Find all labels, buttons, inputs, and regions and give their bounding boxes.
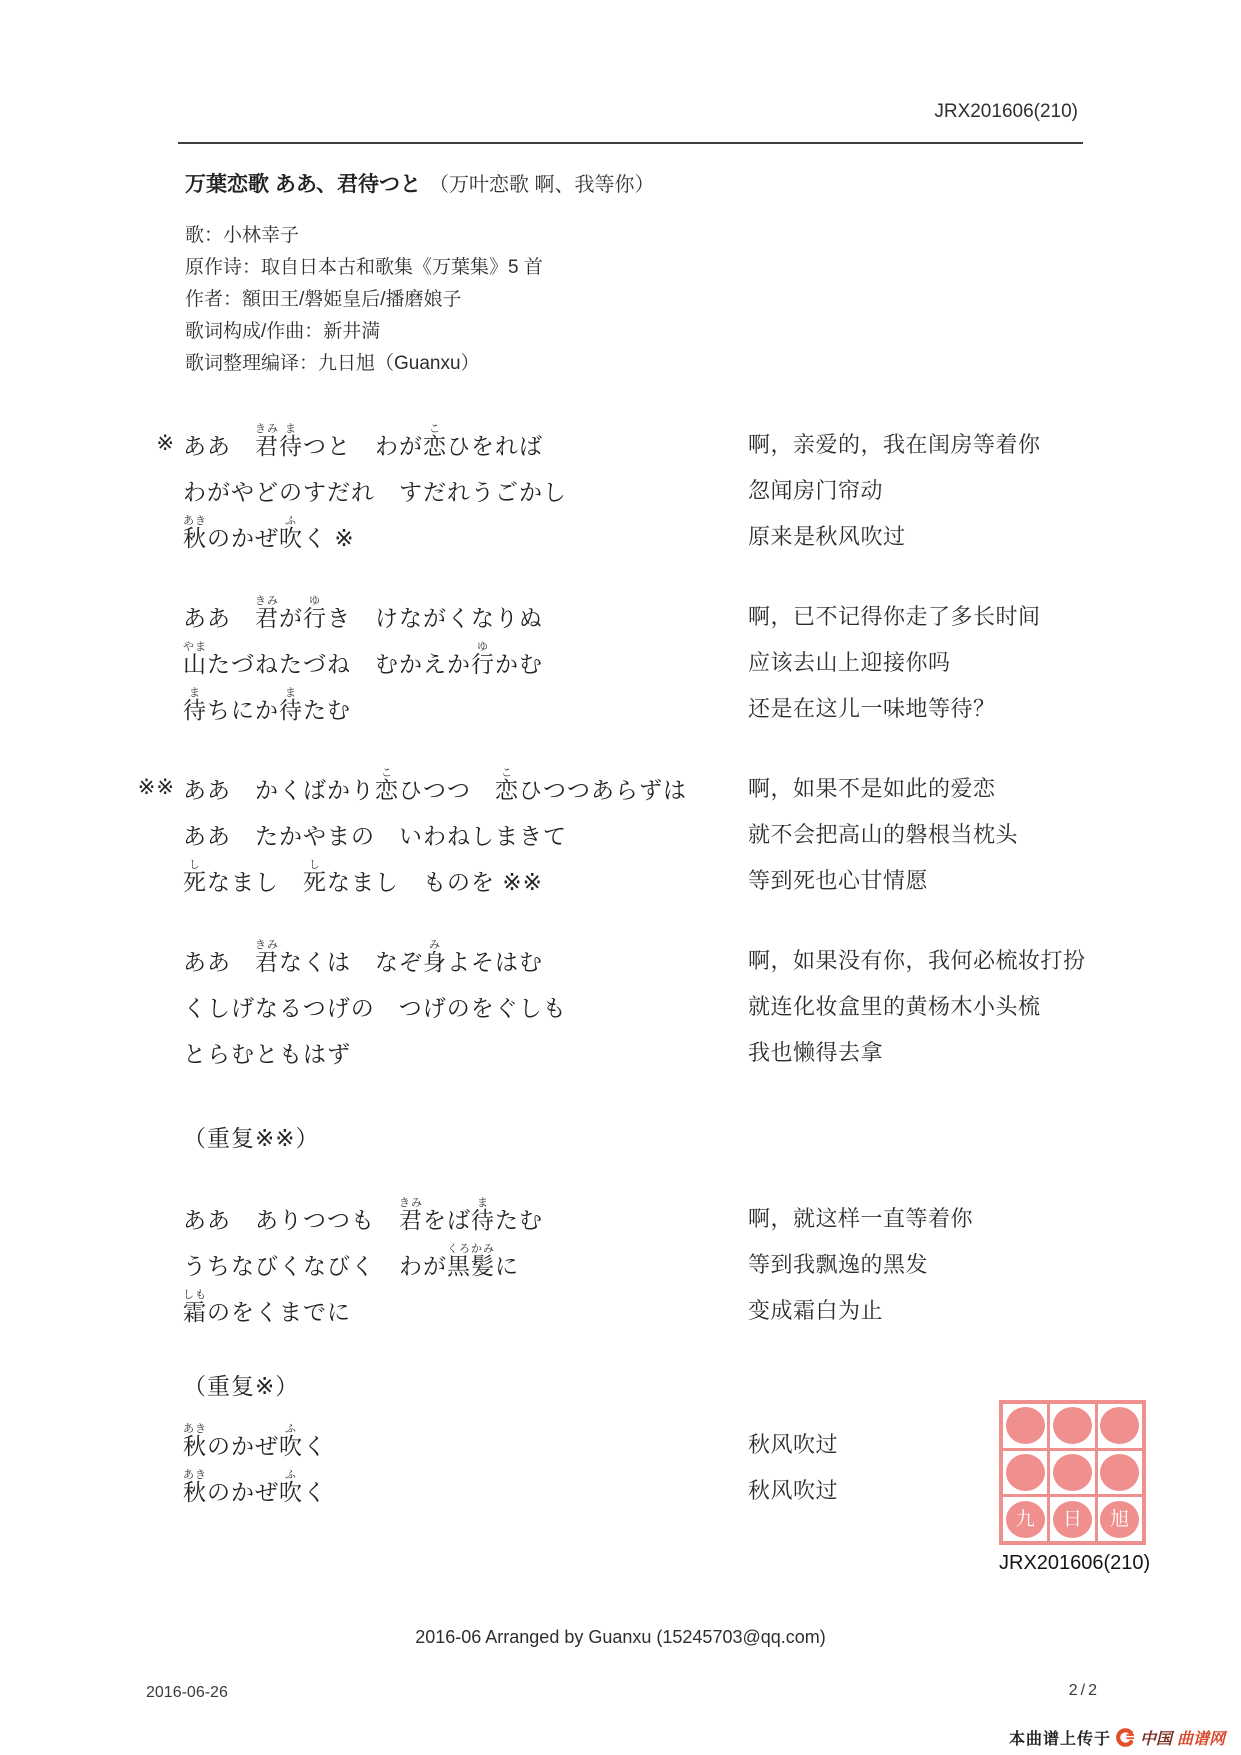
chinese-translation: 我也懒得去拿: [748, 1040, 884, 1065]
text-segment: [303, 859, 327, 896]
segment-base: ちにか: [207, 697, 279, 723]
segment-base: のかぜ: [207, 525, 279, 551]
lyric-line: [183, 464, 1083, 510]
segment-base: ひをれば: [447, 433, 543, 459]
text-segment: [183, 822, 567, 850]
japanese-text: [183, 687, 351, 724]
segment-base: 吹: [279, 525, 303, 551]
text-segment: [495, 1206, 543, 1234]
segment-base: わがやどのすだれ すだれうごかし: [183, 479, 567, 505]
lyric-line: [183, 1238, 1083, 1284]
text-segment: [327, 868, 543, 896]
stamp-cell: [1098, 1451, 1142, 1495]
text-segment: [207, 650, 471, 678]
furigana: こ: [501, 767, 513, 779]
furigana: こ: [429, 423, 441, 435]
segment-base: のをくまでに: [207, 1299, 351, 1325]
segment-base: かむ: [495, 651, 543, 677]
furigana: あき: [183, 1469, 207, 1481]
segment-base: ひつつ: [399, 777, 495, 803]
furigana: ま: [285, 423, 297, 435]
text-segment: [207, 1432, 279, 1460]
text-segment: [183, 948, 255, 976]
text-segment: [183, 776, 375, 804]
text-segment: [423, 939, 447, 976]
text-segment: [471, 641, 495, 678]
text-segment: [303, 432, 423, 460]
segment-base: 君: [255, 949, 279, 975]
lyric-line: [183, 682, 1083, 728]
text-segment: [327, 604, 543, 632]
furigana: ふ: [285, 1469, 297, 1481]
credit-line: 歌：小林幸子: [185, 225, 300, 246]
lyric-line: [183, 854, 1083, 900]
segment-base: よそはむ: [447, 949, 543, 975]
stamp-circle-with-char: [1100, 1501, 1139, 1538]
furigana: ま: [189, 687, 201, 699]
text-segment: [207, 524, 279, 552]
lyric-line: [183, 1284, 1083, 1330]
segment-base: 死: [303, 869, 327, 895]
text-segment: [183, 1040, 351, 1068]
stamp-circle: [1053, 1407, 1092, 1444]
segment-base: なくは なぞ: [279, 949, 423, 975]
text-segment: [183, 1289, 207, 1326]
japanese-text: [183, 1040, 351, 1068]
japanese-text: [183, 939, 543, 976]
stamp-cell: [1050, 1404, 1094, 1448]
segment-base: が: [279, 605, 303, 631]
text-segment: [183, 515, 207, 552]
chinese-translation: 秋风吹过: [748, 1432, 839, 1457]
text-segment: [183, 1252, 447, 1280]
chinese-translation: 啊，如果不是如此的爱恋: [748, 776, 996, 801]
doc-code: JRX201606(210): [934, 101, 1078, 122]
credit-line: 歌词构成/作曲：新井満: [185, 321, 381, 342]
furigana: こ: [381, 767, 393, 779]
segment-base: に: [495, 1253, 519, 1279]
furigana: ゆ: [309, 595, 321, 607]
text-segment: [447, 1243, 495, 1280]
stamp-cell: [1098, 1404, 1142, 1448]
text-segment: [495, 767, 519, 804]
watermark-prefix: 本曲谱上传于: [1008, 1731, 1111, 1748]
repeat-marker: ※※: [137, 776, 175, 799]
furigana: し: [189, 859, 201, 871]
furigana: あき: [183, 1423, 207, 1435]
japanese-text: [183, 641, 543, 678]
segment-base: うちなびくなびく わが: [183, 1253, 447, 1279]
segment-base: ああ: [183, 433, 255, 459]
lyrics: [137, 418, 1086, 1510]
text-segment: [207, 1298, 351, 1326]
stamp-circle: [1100, 1407, 1139, 1444]
text-segment: [183, 1206, 399, 1234]
segment-base: 秋: [183, 1479, 207, 1505]
japanese-text: [183, 822, 567, 850]
footer-date: 2016-06-26: [146, 1684, 228, 1701]
credit-line: 作者：額田王/磐姫皇后/播磨娘子: [185, 289, 462, 310]
chinese-translation: 就不会把高山的磐根当枕头: [748, 822, 1019, 847]
text-segment: [375, 767, 399, 804]
stanza: [183, 1418, 1083, 1510]
lyric-line: [137, 762, 1083, 808]
text-segment: [183, 604, 255, 632]
segment-base: 秋: [183, 1433, 207, 1459]
chinese-translation: 应该去山上迎接你吗: [748, 650, 951, 675]
segment-base: ああ たかやまの いわねしまきて: [183, 823, 567, 849]
stanza: [156, 418, 1083, 556]
stamp-circle: [1006, 1407, 1045, 1444]
title-sub: （万叶恋歌 啊、我等你）: [429, 174, 655, 196]
segment-base: 秋: [183, 525, 207, 551]
japanese-text: [183, 1124, 320, 1152]
text-segment: [255, 939, 279, 976]
text-segment: [279, 687, 303, 724]
text-segment: [495, 650, 543, 678]
segment-base: 行: [471, 651, 495, 677]
stamp-character: 九: [1015, 1508, 1035, 1530]
furigana: きみ: [255, 423, 279, 435]
segment-base: ああ: [183, 949, 255, 975]
segment-base: なまし: [207, 869, 303, 895]
japanese-text: [183, 478, 567, 506]
segment-base: 死: [183, 869, 207, 895]
text-segment: [255, 595, 279, 632]
text-segment: [447, 432, 543, 460]
stamp-cell: [1098, 1497, 1142, 1541]
segment-base: 山: [183, 651, 207, 677]
repeat-instruction: [183, 1110, 1083, 1156]
credit-line: 原作诗：取自日本古和歌集《万葉集》5 首: [185, 257, 543, 278]
chinese-translation: 啊，就这样一直等着你: [748, 1206, 974, 1231]
stanza: [183, 590, 1083, 728]
segment-base: たむ: [495, 1207, 543, 1233]
furigana: きみ: [255, 939, 279, 951]
chinese-translation: 原来是秋风吹过: [748, 524, 906, 549]
stamp-cell: [1003, 1451, 1047, 1495]
watermark-site-red: 曲谱网: [1176, 1731, 1225, 1748]
furigana: ゆ: [477, 641, 489, 653]
lyric-line: [183, 510, 1083, 556]
japanese-text: [183, 1243, 519, 1280]
chinese-translation: 啊，亲爱的，我在闺房等着你: [748, 432, 1041, 457]
text-segment: [399, 776, 495, 804]
japanese-text: [183, 767, 687, 804]
japanese-text: [183, 423, 543, 460]
chinese-translation: 还是在这儿一味地等待？: [748, 696, 996, 721]
stamp-cell: [1050, 1497, 1094, 1541]
chinese-translation: 等到我飘逸的黑发: [748, 1252, 929, 1277]
title-main: 万葉恋歌 ああ、君待つと: [185, 173, 421, 196]
segment-base: 霜: [183, 1299, 207, 1325]
seal-stamp: [999, 1400, 1146, 1545]
chinese-translation: 变成霜白为止: [748, 1298, 884, 1323]
furigana: し: [309, 859, 321, 871]
furigana: ふ: [285, 515, 297, 527]
japanese-text: [183, 994, 567, 1022]
arranged-by-line: 2016-06 Arranged by Guanxu (15245703@qq.com): [415, 1627, 826, 1647]
text-segment: [183, 1372, 299, 1400]
stanza: [183, 1192, 1083, 1330]
segment-base: く: [303, 1479, 327, 1505]
text-segment: [303, 1478, 327, 1506]
stamp-character: 日: [1062, 1508, 1082, 1530]
text-segment: [183, 1423, 207, 1460]
segment-base: つと わが: [303, 433, 423, 459]
chinese-translation: 啊，如果没有你，我何必梳妆打扮: [748, 948, 1086, 973]
segment-base: 君: [255, 433, 279, 459]
text-segment: [183, 994, 567, 1022]
segment-base: なまし ものを ※※: [327, 869, 543, 895]
segment-base: 待: [279, 697, 303, 723]
page-title: [185, 168, 655, 198]
segment-base: をば: [423, 1207, 471, 1233]
segment-base: （重复※※）: [183, 1125, 320, 1151]
text-segment: [279, 948, 423, 976]
text-segment: [183, 687, 207, 724]
segment-base: 恋: [423, 433, 447, 459]
text-segment: [183, 478, 567, 506]
japanese-text: [183, 859, 543, 896]
segment-base: くしげなるつげの つげのをぐしも: [183, 995, 567, 1021]
segment-base: く: [303, 1433, 327, 1459]
chinese-translation: 忽闻房门帘动: [748, 478, 884, 503]
footer-page-number: 2/2: [1068, 1682, 1100, 1699]
text-segment: [183, 859, 207, 896]
stanza: [137, 762, 1083, 900]
credit-line: 歌词整理编译：九日旭（Guanxu）: [185, 353, 480, 374]
lyric-line: [183, 590, 1083, 636]
text-segment: [279, 604, 303, 632]
lyric-line: [183, 808, 1083, 854]
lyric-line: [183, 1418, 1083, 1464]
text-segment: [255, 423, 279, 460]
segment-base: 待: [279, 433, 303, 459]
segment-base: たむ: [303, 697, 351, 723]
furigana: み: [429, 939, 441, 951]
text-segment: [207, 868, 303, 896]
segment-base: （重复※）: [183, 1373, 300, 1399]
japanese-text: [183, 1197, 543, 1234]
stamp-circle: [1006, 1454, 1045, 1491]
japanese-text: [183, 1469, 327, 1506]
segment-base: 待: [471, 1207, 495, 1233]
text-segment: [423, 1206, 471, 1234]
segment-base: とらむともはず: [183, 1041, 351, 1067]
stamp-character: 旭: [1110, 1508, 1130, 1530]
repeat-instruction: [183, 1358, 1083, 1404]
text-segment: [183, 1469, 207, 1506]
segment-base: のかぜ: [207, 1433, 279, 1459]
segment-base: き けながくなりぬ: [327, 605, 543, 631]
segment-base: ああ: [183, 605, 255, 631]
text-segment: [495, 1252, 519, 1280]
stamp-circle: [1100, 1454, 1139, 1491]
furigana: ま: [477, 1197, 489, 1209]
text-segment: [279, 423, 303, 460]
lyric-line: [183, 1464, 1083, 1510]
japanese-text: [183, 1289, 351, 1326]
text-segment: [183, 432, 255, 460]
text-segment: [207, 1478, 279, 1506]
chinese-translation: 就连化妆盒里的黄杨木小头梳: [748, 994, 1041, 1019]
credits: [185, 220, 543, 380]
text-segment: [279, 1469, 303, 1506]
japanese-text: [183, 595, 543, 632]
segment-base: 恋: [495, 777, 519, 803]
segment-base: のかぜ: [207, 1479, 279, 1505]
segment-base: 待: [183, 697, 207, 723]
segment-base: 恋: [375, 777, 399, 803]
stamp-cell: [1003, 1404, 1047, 1448]
chinese-translation: 等到死也心甘情愿: [748, 868, 929, 893]
text-segment: [423, 423, 447, 460]
stamp-code: JRX201606(210): [999, 1552, 1151, 1574]
text-segment: [303, 696, 351, 724]
lyric-line: [183, 1026, 1083, 1072]
header-rule: [178, 142, 1083, 144]
segment-base: ひつつあらずは: [519, 777, 687, 803]
furigana: やま: [183, 641, 207, 653]
japanese-text: [183, 1372, 299, 1400]
text-segment: [303, 1432, 327, 1460]
lyric-line: [183, 934, 1086, 980]
segment-base: 身: [423, 949, 447, 975]
lyric-line: [183, 636, 1083, 682]
segment-base: ああ ありつつも: [183, 1207, 399, 1233]
text-segment: [399, 1197, 423, 1234]
site-logo-icon: [1116, 1728, 1135, 1747]
segment-base: 黒髪: [447, 1253, 495, 1279]
lyric-line: [183, 1192, 1083, 1238]
segment-base: 行: [303, 605, 327, 631]
site-watermark: [1009, 1726, 1225, 1749]
lyric-line: [183, 1110, 1083, 1156]
stamp-circle-with-char: [1053, 1501, 1092, 1538]
furigana: あき: [183, 515, 207, 527]
text-segment: [303, 524, 355, 552]
text-segment: [279, 515, 303, 552]
text-segment: [303, 595, 327, 632]
text-segment: [519, 776, 687, 804]
segment-base: たづねたづね むかえか: [207, 651, 471, 677]
text-segment: [471, 1197, 495, 1234]
text-segment: [447, 948, 543, 976]
furigana: ふ: [285, 1423, 297, 1435]
furigana: きみ: [399, 1197, 423, 1209]
segment-base: ああ かくばかり: [183, 777, 375, 803]
text-segment: [183, 641, 207, 678]
lyric-line: [183, 1358, 1083, 1404]
chinese-translation: 啊，已不记得你走了多长时间: [748, 604, 1041, 629]
stamp-cell: [1050, 1451, 1094, 1495]
text-segment: [207, 696, 279, 724]
furigana: くろかみ: [447, 1243, 495, 1255]
furigana: ま: [285, 687, 297, 699]
furigana: きみ: [255, 595, 279, 607]
lyric-line: [156, 418, 1083, 464]
segment-base: 君: [399, 1207, 423, 1233]
segment-base: 吹: [279, 1433, 303, 1459]
japanese-text: [183, 1423, 327, 1460]
text-segment: [279, 1423, 303, 1460]
segment-base: 君: [255, 605, 279, 631]
text-segment: [183, 1124, 320, 1152]
watermark-site-dark: 中国: [1139, 1731, 1172, 1748]
stamp-cell: [1003, 1497, 1047, 1541]
stamp-circle-with-char: [1006, 1501, 1045, 1538]
segment-base: く ※: [303, 525, 355, 551]
lyric-line: [183, 980, 1083, 1026]
repeat-marker: ※: [156, 432, 175, 455]
stanza: [183, 934, 1086, 1072]
furigana: しも: [183, 1289, 207, 1301]
segment-base: 吹: [279, 1479, 303, 1505]
stamp-circle: [1053, 1454, 1092, 1491]
japanese-text: [183, 515, 355, 552]
chinese-translation: 秋风吹过: [748, 1478, 839, 1503]
